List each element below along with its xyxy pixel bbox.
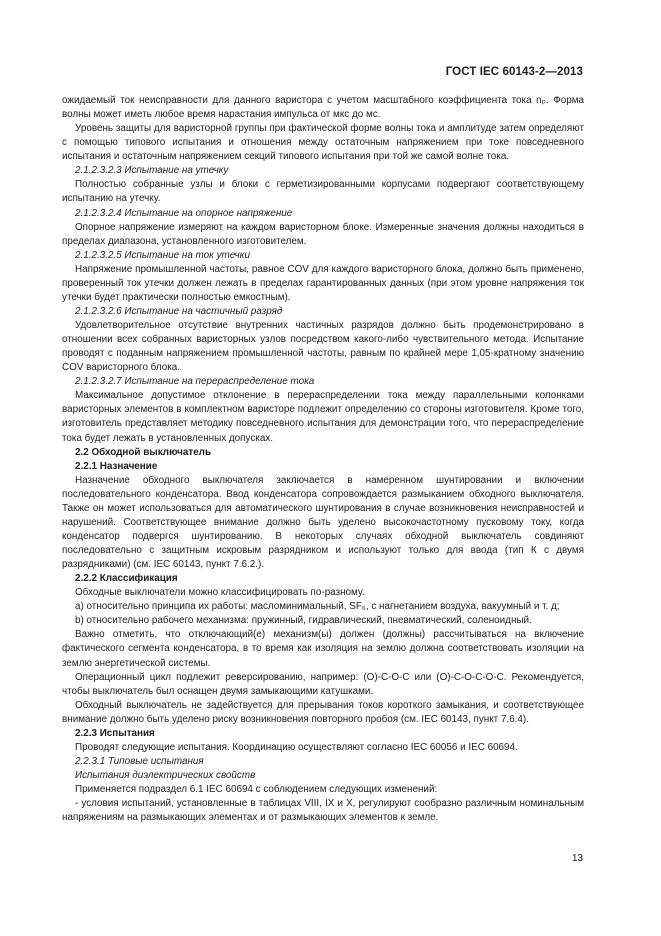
- paragraph: Напряжение промышленной частоты, равное COV для каждого варисторного блока, должно быть применено, проверенный ток утечки должен лежать в пределах гарантированных данных (при этом уровне напряжения ток утечки будет практически полностью емкостным).: [62, 263, 584, 303]
- paragraph: Важно отметить, что отключающий(е) механизм(ы) должен (должны) рассчитываться на включение фактического сегмента конденсатора, в то время как изоляция на землю должна соответствовать изоляции на землю энергетической системы.: [62, 629, 584, 669]
- section-heading: 2.2.2 Классификация: [75, 573, 178, 585]
- paragraph: Операционный цикл подлежит реверсированию, например: (O)-C-O-C или (O)-C-O-C-O-C. Рекомендуется, чтобы выключатель был оснащен двумя замыкающими катушками.: [62, 671, 584, 697]
- paragraph: ожидаемый ток неисправности для данного варистора с учетом масштабного коэффициента тока nₚ. Форма волны может иметь любое время нарастания импульса от мкс до мс.: [62, 95, 584, 121]
- section-heading: 2.2.1 Назначение: [75, 460, 158, 472]
- section-heading: 2.2 Обходной выключатель: [75, 446, 212, 458]
- section-heading: 2.1.2.3.2.6 Испытание на частичный разряд: [75, 305, 283, 317]
- paragraph: Обходный выключатель не задействуется для прерывания токов короткого замыкания, и соответствующее внимание должно быть уделено риску возникновения повторного пробоя (см. IEC 60143, пункт 7.6.4).: [62, 699, 584, 725]
- document-body: [62, 94, 584, 825]
- paragraph: b) относительно рабочего механизма: пружинный, гидравлический, пневматический, соленоидный.: [75, 615, 532, 627]
- section-heading: 2.2.3 Испытания: [75, 727, 155, 739]
- paragraph: Обходные выключатели можно классифицировать по-разному.: [75, 587, 365, 599]
- paragraph: Назначение обходного выключателя заключается в намеренном шунтировании и включении последовательного конденсатора. Ввод конденсатора сопровождается размыканием обходного выключателя. Также он может использоваться для автоматического шунтирования в случае возникновения неисправностей и нарушений. Соответствующее внимание должно быть уделено высокочастотному пусковому току, когда конденсатор подвергся шунтированию. В некоторых случаях обходной выключатель совдиняют последовательно с защитным искровым разрядником и используют только для ввода (тип К с двумя разрядниками) (см. IEC 60143, пункт 7.6.2.).: [62, 474, 584, 571]
- section-heading: 2.1.2.3.2.5 Испытание на ток утечки: [75, 249, 250, 261]
- paragraph: a) относительно принципа их работы: масломинимальный, SF₆, с нагнетанием воздуха, вакуумный и т. д;: [75, 601, 560, 613]
- paragraph: Опорное напряжение измеряют на каждом варисторном блоке. Измеренные значения должны находиться в пределах диапазона, установленного изготовителем.: [62, 221, 584, 247]
- paragraph: Удовлетворительное отсутствие внутренних частичных разрядов должно быть продемонстрировано в отношении всех собранных варисторных узлов посредством какого-либо чувствительного метода. Испытание проводят с поданным напряжением промышленной частоты, равным по крайней мере 1,05-кратному значению COV варисторного блока.: [62, 320, 584, 374]
- paragraph: Применяется подраздел 6.1 IEC 60694 с соблюдением следующих изменений:: [75, 784, 438, 796]
- section-heading: Испытания диэлектрических свойств: [75, 770, 256, 781]
- page-number: 13: [572, 853, 583, 864]
- paragraph: Полностью собранные узлы и блоки с герметизированными корпусами подвергают соответствующему испытанию на утечку.: [62, 179, 584, 205]
- paragraph: Уровень защиты для варисторной группы при фактической форме волны тока и амплитуде затем определяют с помощью типового испытания и отношения между остаточным напряжением при токе повседневного испытания и остаточным напряжением секций типового испытания при той же самой волне тока.: [62, 123, 584, 163]
- section-heading: 2.2.3.1 Типовые испытания: [75, 755, 204, 767]
- paragraph: Максимальное допустимое отклонение в перераспределении тока между параллельными колонками варисторных элементов в комплектном варисторе подлежит определению со стороны изготовителя. Кроме того, изготовитель представляет методику повседневного испытания для демонстрации того, что перераспределение тока будет лежать в установленных допусках.: [62, 390, 584, 444]
- paragraph: Проводят следующие испытания. Координацию осуществляют согласно IEC 60056 и IEC 60694.: [75, 741, 518, 753]
- paragraph: - условия испытаний, установленные в таблицах VIII, IX и X, регулируют сообразно различным номинальным напряжениям на размыкающих элементах и от размыкающих элементов к земле.: [62, 798, 584, 824]
- section-heading: 2.1.2.3.2.3 Испытание на утечку: [75, 165, 229, 177]
- section-heading: 2.1.2.3.2.7 Испытание на перераспределение тока: [75, 376, 315, 388]
- section-heading: 2.1.2.3.2.4 Испытание на опорное напряжение: [75, 207, 293, 219]
- document-header: ГОСТ IEC 60143-2—2013: [445, 66, 583, 78]
